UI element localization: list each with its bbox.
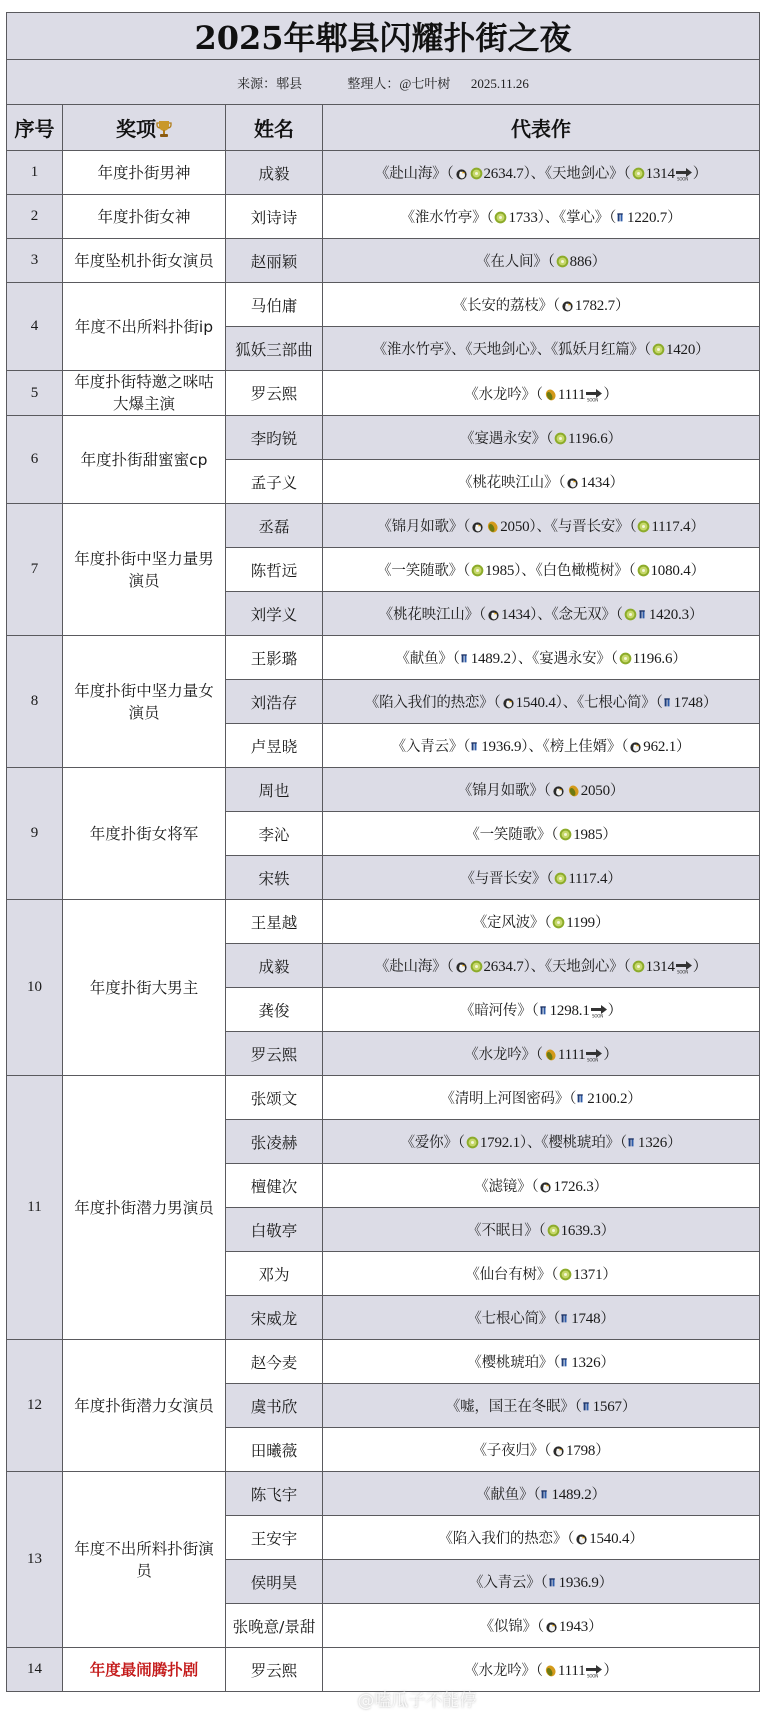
penguin-icon: [552, 1444, 565, 1457]
awards-sheet: [6, 12, 759, 1692]
representative-works: 《陷入我们的热恋》（ 1540.4）: [323, 1516, 760, 1560]
youku-pillar-icon: [561, 1312, 570, 1325]
nominee-name: 卢昱晓: [226, 724, 323, 768]
work-score: 1111: [557, 1047, 586, 1063]
work-title: 《献鱼》: [476, 1487, 534, 1503]
nominee-name: 罗云熙: [226, 1032, 323, 1076]
penguin-icon: [561, 299, 574, 312]
nominee-name: 陈飞宇: [226, 1472, 323, 1516]
mango-icon: [567, 784, 580, 797]
representative-works: 《一笑随歌》（ 1985）、《白色橄榄树》（ 1080.4）: [323, 548, 760, 592]
nominee-name: 李昀锐: [226, 416, 323, 460]
work-title: 《定风波》: [472, 915, 545, 931]
representative-works: 《入青云》（ 1936.9）、《榜上佳婿》（ 962.1）: [323, 724, 760, 768]
kiwi-icon: [494, 211, 507, 224]
header-award: [63, 105, 226, 151]
soon-arrow-icon: [675, 960, 693, 974]
mango-icon: [486, 520, 499, 533]
penguin-icon: [502, 696, 515, 709]
work-score: 1326: [637, 1135, 668, 1151]
award-title: 年度扑街潜力女演员: [63, 1340, 226, 1472]
nominee-name: 刘学义: [226, 592, 323, 636]
work-score: 1567: [592, 1399, 622, 1415]
representative-works: 《淮水竹亭》、《天地剑心》、《狐妖月红篇》（ 1420）: [323, 327, 760, 371]
mango-icon: [544, 388, 557, 401]
work-score: 1080.4: [650, 563, 691, 579]
table-row: [7, 636, 760, 680]
kiwi-icon: [637, 564, 650, 577]
kiwi-icon: [632, 960, 645, 973]
table-row: [7, 239, 760, 283]
award-index: 4: [7, 283, 63, 371]
svg-text:SOON: SOON: [587, 397, 599, 402]
representative-works: 《献鱼》（ 1489.2）、《宴遇永安》（ 1196.6）: [323, 636, 760, 680]
work-title: 《宴遇永安》: [460, 431, 546, 447]
award-title: 年度扑街男神: [63, 151, 226, 195]
nominee-name: 虞书欣: [226, 1384, 323, 1428]
work-title: 《七根心简》: [467, 1311, 554, 1327]
work-title: 《桃花映江山》: [458, 475, 559, 491]
work-score: 1111: [557, 386, 586, 403]
work-score: 1782.7: [574, 298, 615, 314]
work-title: 《似锦》: [479, 1619, 537, 1635]
award-index: 5: [7, 371, 63, 416]
nominee-name: 成毅: [226, 944, 323, 988]
table-row: [7, 151, 760, 195]
work-score: 1748: [673, 695, 703, 711]
youku-pillar-icon: [541, 1488, 550, 1501]
work-score: 1111: [557, 1663, 586, 1679]
nominee-name: 马伯庸: [226, 283, 323, 327]
youku-pillar-icon: [461, 652, 470, 665]
kiwi-icon: [556, 255, 569, 268]
nominee-name: 宋威龙: [226, 1296, 323, 1340]
award-index: 8: [7, 636, 63, 768]
award-title: 年度扑街女将军: [63, 768, 226, 900]
work-title: 《水龙吟》: [464, 386, 536, 403]
date-label: 2025.11.26: [470, 75, 529, 91]
table-row: [7, 1076, 760, 1120]
representative-works: 《爱你》（ 1792.1）、《樱桃琥珀》（ 1326）: [323, 1120, 760, 1164]
penguin-icon: [455, 167, 468, 180]
work-score: 1943: [558, 1619, 589, 1635]
penguin-icon: [487, 608, 500, 621]
table-row: [7, 371, 760, 416]
nominee-name: 刘浩存: [226, 680, 323, 724]
work-score: 2100.2: [587, 1091, 628, 1107]
representative-works: 《锦月如歌》（ 2050）: [323, 768, 760, 812]
work-title: 《与晋长安》: [550, 519, 630, 535]
youku-pillar-icon: [471, 740, 480, 753]
penguin-icon: [552, 784, 565, 797]
youku-pillar-icon: [583, 1400, 592, 1413]
award-title: 年度扑街特邀之咪咕大爆主演: [63, 371, 226, 416]
weibo-watermark: [330, 1686, 476, 1711]
nominee-name: 罗云熙: [226, 1648, 323, 1692]
penguin-icon: [455, 960, 468, 973]
svg-text:SOON: SOON: [587, 1057, 599, 1062]
representative-works: 《献鱼》（ 1489.2）: [323, 1472, 760, 1516]
award-index: 9: [7, 768, 63, 900]
youku-pillar-icon: [540, 1004, 549, 1017]
work-score: 2050: [500, 519, 530, 535]
work-title: 《樱桃琥珀》: [541, 1135, 620, 1151]
work-title: 《陷入我们的热恋》: [364, 695, 494, 711]
work-score: 1117.4: [651, 519, 691, 535]
representative-works: 《与晋长安》（ 1117.4）: [323, 856, 760, 900]
nominee-name: 罗云熙: [226, 371, 323, 416]
representative-works: 《一笑随歌》（ 1985）: [323, 812, 760, 856]
table-row: [7, 900, 760, 944]
work-title: 《入青云》: [469, 1575, 541, 1591]
penguin-icon: [539, 1180, 552, 1193]
work-score: 1420.3: [648, 607, 689, 623]
work-score: 1936.9: [558, 1575, 599, 1591]
representative-works: 《清明上河图密码》（ 2100.2）: [323, 1076, 760, 1120]
nominee-name: 孟子义: [226, 460, 323, 504]
source-label: 来源：郫县: [237, 75, 303, 91]
work-title: 《白色橄榄树》: [535, 563, 629, 579]
nominee-name: 王星越: [226, 900, 323, 944]
organizer-label: 整理人：@七叶树: [347, 75, 451, 91]
work-score: 1199: [566, 915, 595, 931]
weibo-icon: [330, 1691, 352, 1709]
nominee-name: 王安宇: [226, 1516, 323, 1560]
kiwi-icon: [652, 343, 665, 356]
mango-icon: [544, 1048, 557, 1061]
work-score: 1489.2: [470, 651, 511, 667]
work-title: 《水龙吟》: [464, 1663, 536, 1679]
work-score: 1540.4: [515, 695, 556, 711]
nominee-name: 刘诗诗: [226, 195, 323, 239]
awards-table: [6, 12, 760, 1692]
award-title: 年度扑街中坚力量女演员: [63, 636, 226, 768]
work-score: 1434: [500, 607, 531, 623]
nominee-name: 龚俊: [226, 988, 323, 1032]
work-title: 《樱桃琥珀》: [467, 1355, 554, 1371]
work-title: 《与晋长安》: [460, 871, 547, 887]
award-index: 1: [7, 151, 63, 195]
work-title: 《一笑随歌》: [465, 827, 552, 843]
soon-arrow-icon: [675, 167, 693, 181]
work-title: 《仙台有树》: [465, 1267, 552, 1283]
work-title: 《淮水竹亭》、《天地剑心》、《狐妖月红篇》: [372, 342, 644, 358]
work-score: 1298.1: [549, 1003, 590, 1019]
nominee-name: 张凌赫: [226, 1120, 323, 1164]
work-title: 《锦月如歌》: [457, 783, 544, 799]
representative-works: 《赴山海》（ 2634.7）、《天地剑心》（ 1314 SOON ）: [323, 944, 760, 988]
kiwi-icon: [554, 432, 567, 445]
table-row: [7, 1648, 760, 1692]
penguin-icon: [566, 476, 579, 489]
mango-icon: [544, 1664, 557, 1677]
header-index: 序号: [7, 105, 63, 151]
kiwi-icon: [554, 872, 567, 885]
award-index: 13: [7, 1472, 63, 1648]
award-index: 14: [7, 1648, 63, 1692]
work-title: 《不眠日》: [467, 1223, 539, 1239]
work-score: 1936.9: [481, 739, 522, 755]
youku-pillar-icon: [628, 1136, 637, 1149]
award-title: 年度扑街大男主: [63, 900, 226, 1076]
kiwi-icon: [637, 520, 650, 533]
award-title: 年度不出所料扑街演员: [63, 1472, 226, 1648]
soon-arrow-icon: [585, 1048, 603, 1062]
work-score: 1726.3: [553, 1179, 594, 1195]
work-score: 1220.7: [627, 210, 668, 226]
nominee-name: 狐妖三部曲: [226, 327, 323, 371]
representative-works: 《定风波》（ 1199）: [323, 900, 760, 944]
work-title: 《赴山海》: [374, 166, 447, 182]
work-score: 962.1: [643, 739, 677, 755]
work-title: 《入青云》: [391, 739, 464, 755]
header-award-label: 奖项: [116, 117, 156, 141]
work-score: 2634.7: [483, 959, 524, 975]
subtitle-row: [7, 60, 760, 105]
svg-text:SOON: SOON: [591, 1013, 603, 1018]
svg-text:SOON: SOON: [676, 969, 688, 974]
work-title: 《一笑随歌》: [377, 563, 463, 579]
award-title: 年度最闹腾扑剧: [63, 1648, 226, 1692]
youku-pillar-icon: [549, 1576, 558, 1589]
representative-works: 《嘘，国王在冬眠》（ 1567）: [323, 1384, 760, 1428]
work-score: 1985: [485, 563, 515, 579]
nominee-name: 宋轶: [226, 856, 323, 900]
nominee-name: 王影璐: [226, 636, 323, 680]
work-score: 1314: [645, 959, 675, 975]
nominee-name: 陈哲远: [226, 548, 323, 592]
work-title: 《长安的荔枝》: [452, 298, 553, 314]
svg-text:SOON: SOON: [587, 1673, 599, 1678]
nominee-name: 侯明昊: [226, 1560, 323, 1604]
representative-works: 《淮水竹亭》（ 1733）、《掌心》（ 1220.7）: [323, 195, 760, 239]
table-row: [7, 504, 760, 548]
kiwi-icon: [470, 167, 483, 180]
representative-works: 《樱桃琥珀》（ 1326）: [323, 1340, 760, 1384]
table-row: [7, 283, 760, 327]
award-title: 年度扑街中坚力量男演员: [63, 504, 226, 636]
work-score: 1733: [508, 210, 538, 226]
kiwi-icon: [547, 1224, 560, 1237]
kiwi-icon: [559, 828, 572, 841]
nominee-name: 邓为: [226, 1252, 323, 1296]
work-score: 1798: [566, 1443, 596, 1459]
representative-works: 《宴遇永安》（ 1196.6）: [323, 416, 760, 460]
nominee-name: 丞磊: [226, 504, 323, 548]
representative-works: 《仙台有树》（ 1371）: [323, 1252, 760, 1296]
award-index: 3: [7, 239, 63, 283]
work-score: 1117.4: [568, 871, 608, 887]
nominee-name: 张晚意/景甜: [226, 1604, 323, 1648]
kiwi-icon: [619, 652, 632, 665]
representative-works: 《赴山海》（ 2634.7）、《天地剑心》（ 1314 SOON ）: [323, 151, 760, 195]
kiwi-icon: [470, 960, 483, 973]
work-title: 《天地剑心》: [544, 166, 624, 182]
award-title: 年度坠机扑街女演员: [63, 239, 226, 283]
award-index: 7: [7, 504, 63, 636]
representative-works: 《暗河传》（ 1298.1 SOON ）: [323, 988, 760, 1032]
work-title: 《赴山海》: [374, 959, 447, 975]
work-score: 1196.6: [568, 431, 608, 447]
work-title: 《掌心》: [559, 210, 609, 226]
award-index: 12: [7, 1340, 63, 1472]
soon-arrow-icon: [590, 1004, 608, 1018]
award-index: 10: [7, 900, 63, 1076]
work-title: 《桃花映江山》: [378, 607, 479, 623]
youku-pillar-icon: [561, 1356, 570, 1369]
representative-works: 《桃花映江山》（ 1434）: [323, 460, 760, 504]
youku-pillar-icon: [617, 211, 626, 224]
penguin-icon: [545, 1620, 558, 1633]
work-title: 《淮水竹亭》: [400, 210, 487, 226]
work-title: 《天地剑心》: [544, 959, 624, 975]
work-title: 《水龙吟》: [464, 1047, 536, 1063]
work-score: 2050: [580, 783, 610, 799]
work-title: 《清明上河图密码》: [440, 1091, 570, 1107]
youku-pillar-icon: [639, 608, 648, 621]
kiwi-icon: [624, 608, 637, 621]
work-score: 2634.7: [483, 166, 524, 182]
nominee-name: 白敬亭: [226, 1208, 323, 1252]
kiwi-icon: [471, 564, 484, 577]
work-score: 1326: [571, 1355, 601, 1371]
kiwi-icon: [552, 916, 565, 929]
work-title: 《爱你》: [400, 1135, 458, 1151]
header-name: 姓名: [226, 105, 323, 151]
representative-works: 《不眠日》（ 1639.3）: [323, 1208, 760, 1252]
work-title: 《陷入我们的热恋》: [438, 1531, 568, 1547]
representative-works: 《水龙吟》（ 1111 SOON ）: [323, 1032, 760, 1076]
nominee-name: 檀健次: [226, 1164, 323, 1208]
penguin-icon: [629, 740, 642, 753]
kiwi-icon: [632, 167, 645, 180]
award-title: 年度扑街潜力男演员: [63, 1076, 226, 1340]
work-title: 《榜上佳婿》: [542, 739, 622, 755]
soon-arrow-icon: [585, 1664, 603, 1678]
svg-text:SOON: SOON: [676, 176, 688, 181]
soon-arrow-icon: [585, 388, 603, 402]
work-score: 1748: [571, 1311, 601, 1327]
work-score: 1314: [645, 166, 675, 182]
work-score: 1371: [573, 1267, 603, 1283]
penguin-icon: [575, 1532, 588, 1545]
nominee-name: 赵今麦: [226, 1340, 323, 1384]
representative-works: 《滤镜》（ 1726.3）: [323, 1164, 760, 1208]
nominee-name: 赵丽颖: [226, 239, 323, 283]
representative-works: 《桃花映江山》（ 1434）、《念无双》（ 1420.3）: [323, 592, 760, 636]
representative-works: 《在人间》（ 886）: [323, 239, 760, 283]
kiwi-icon: [466, 1136, 479, 1149]
work-title: 《滤镜》: [474, 1179, 532, 1195]
work-score: 1639.3: [560, 1223, 601, 1239]
award-index: 11: [7, 1076, 63, 1340]
work-score: 1540.4: [589, 1531, 630, 1547]
work-title: 《暗河传》: [460, 1003, 532, 1019]
table-row: [7, 768, 760, 812]
work-title: 《献鱼》: [395, 651, 453, 667]
kiwi-icon: [559, 1268, 572, 1281]
penguin-icon: [471, 520, 484, 533]
work-score: 1985: [573, 827, 603, 843]
work-score: 1196.6: [632, 651, 673, 667]
nominee-name: 李沁: [226, 812, 323, 856]
nominee-name: 成毅: [226, 151, 323, 195]
nominee-name: 周也: [226, 768, 323, 812]
award-index: 6: [7, 416, 63, 504]
award-title: 年度不出所料扑街ip: [63, 283, 226, 371]
work-title: 《宴遇永安》: [532, 651, 611, 667]
representative-works: 《长安的荔枝》（ 1782.7）: [323, 283, 760, 327]
nominee-name: 张颂文: [226, 1076, 323, 1120]
representative-works: 《似锦》（ 1943）: [323, 1604, 760, 1648]
work-title: 《子夜归》: [472, 1443, 544, 1459]
work-title: 《在人间》: [476, 254, 548, 270]
nominee-name: 田曦薇: [226, 1428, 323, 1472]
work-score: 1489.2: [551, 1487, 592, 1503]
youku-pillar-icon: [664, 696, 673, 709]
award-title: 年度扑街甜蜜蜜cp: [63, 416, 226, 504]
page-title: 2025年郫县闪耀扑街之夜: [7, 13, 760, 60]
representative-works: 《入青云》（ 1936.9）: [323, 1560, 760, 1604]
representative-works: 《七根心简》（ 1748）: [323, 1296, 760, 1340]
table-row: [7, 1472, 760, 1516]
work-title: 《锦月如歌》: [377, 519, 464, 535]
table-row: [7, 1340, 760, 1384]
table-row: [7, 416, 760, 460]
award-title: 年度扑街女神: [63, 195, 226, 239]
work-score: 1420: [665, 342, 696, 358]
representative-works: 《子夜归》（ 1798）: [323, 1428, 760, 1472]
representative-works: 《锦月如歌》（ 2050）、《与晋长安》（ 1117.4）: [323, 504, 760, 548]
watermark-text: @嗑瓜子不能停: [357, 1691, 477, 1711]
representative-works: 《陷入我们的热恋》（ 1540.4）、《七根心简》（ 1748）: [323, 680, 760, 724]
table-header-row: [7, 105, 760, 151]
work-score: 886: [569, 254, 592, 270]
work-title: 《念无双》: [551, 607, 616, 623]
header-works: 代表作: [323, 105, 760, 151]
representative-works: 《水龙吟》（ 1111 SOON ）: [323, 371, 760, 416]
work-score: 1792.1: [479, 1135, 520, 1151]
table-row: [7, 195, 760, 239]
work-score: 1434: [580, 475, 610, 491]
representative-works: 《水龙吟》（ 1111 SOON ）: [323, 1648, 760, 1692]
work-title: 《嘘，国王在冬眠》: [445, 1399, 575, 1415]
work-title: 《七根心简》: [577, 695, 656, 711]
youku-pillar-icon: [577, 1092, 586, 1105]
award-index: 2: [7, 195, 63, 239]
trophy-icon: [156, 120, 172, 138]
